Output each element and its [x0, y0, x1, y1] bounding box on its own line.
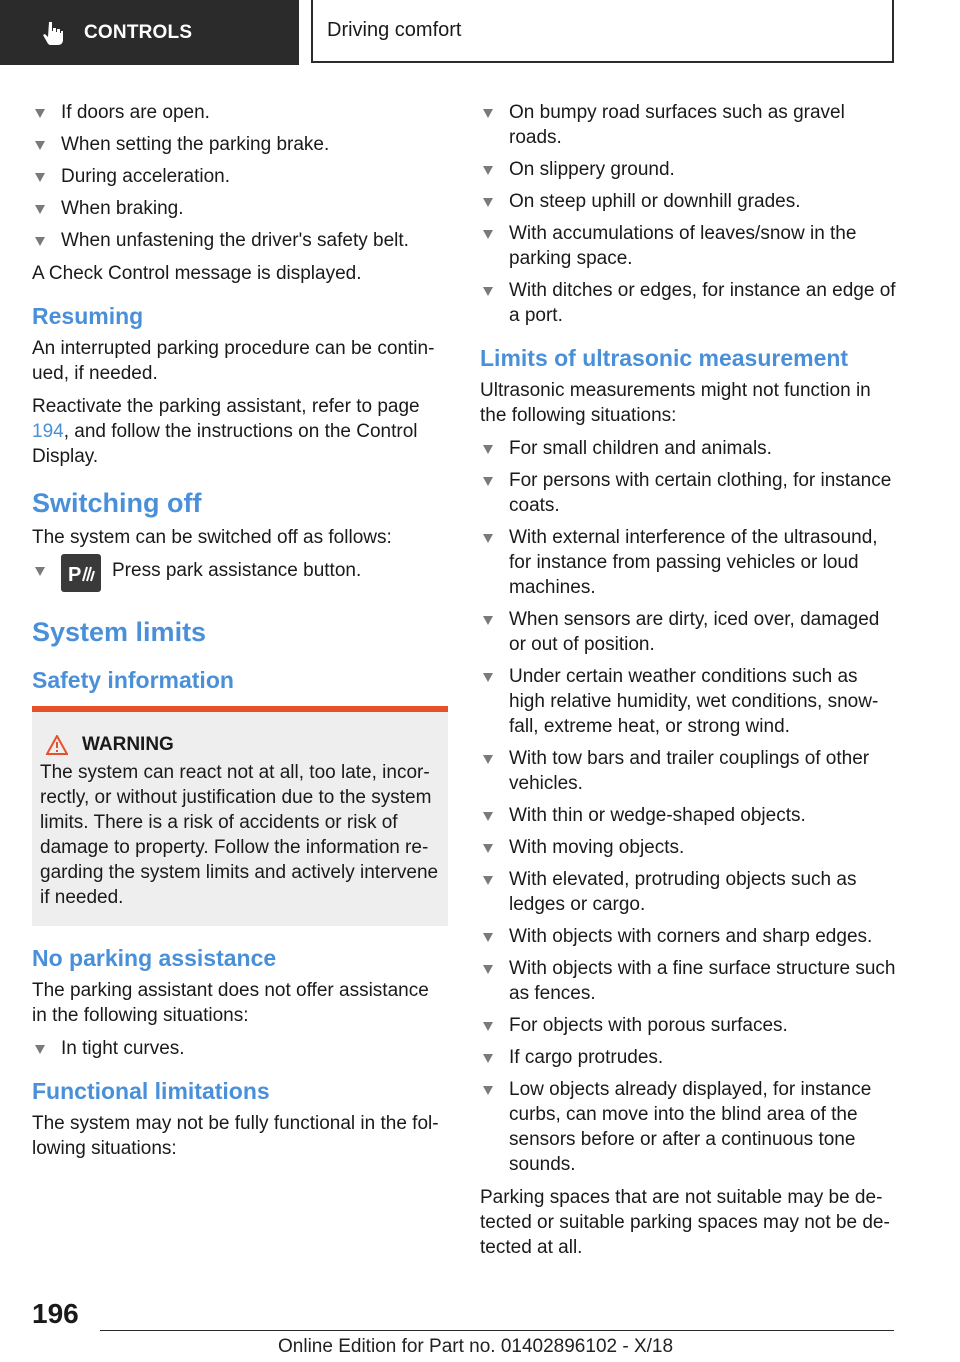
left-column: [32, 100, 448, 1169]
list-item: With ditches or edges, for instance an edge of a port.: [480, 278, 896, 328]
list-item: [32, 558, 448, 592]
bullet-triangle-icon: [35, 237, 45, 246]
ultrasonic-bullet-list: [480, 436, 896, 1177]
functional-paragraph: The system may not be fully functional in the fol-lowing situations:: [32, 1113, 439, 1159]
bullet-triangle-icon: [483, 477, 493, 486]
bullet-triangle-icon: [483, 1022, 493, 1031]
resuming-paragraph-1: An interrupted parking procedure can be contin-ued, if needed.: [32, 338, 435, 384]
list-item: With moving objects.: [480, 835, 896, 860]
left-top-bullet-list: [32, 100, 448, 253]
list-item: For persons with certain clothing, for instance coats.: [480, 468, 896, 518]
bullet-triangle-icon: [483, 445, 493, 454]
switching-off-paragraph: The system can be switched off as follows:: [32, 527, 392, 548]
list-item: With objects with corners and sharp edges.: [480, 924, 896, 949]
header-section-tab: [0, 0, 299, 65]
list-item: With thin or wedge-shaped objects.: [480, 803, 896, 828]
resuming-paragraph-2: Reactivate the parking assistant, refer to page 194, and follow the instructions on the Control Display.: [32, 396, 420, 467]
switching-off-list: [32, 558, 448, 592]
bullet-triangle-icon: [483, 166, 493, 175]
park-assist-button-icon: [61, 554, 101, 592]
list-item: If cargo protrudes.: [480, 1045, 896, 1070]
bullet-triangle-icon: [483, 673, 493, 682]
bullet-triangle-icon: [483, 844, 493, 853]
button-instruction-text: Press park assistance button.: [112, 560, 362, 581]
ultrasonic-paragraph: Ultrasonic measurements might not function in the following situations:: [480, 380, 871, 426]
list-item: When setting the parking brake.: [32, 132, 448, 157]
bullet-triangle-icon: [483, 230, 493, 239]
list-item: When unfastening the driver's safety belt.: [32, 228, 448, 253]
header-chapter-box: [311, 0, 894, 63]
list-item: For objects with porous surfaces.: [480, 1013, 896, 1038]
bullet-triangle-icon: [483, 287, 493, 296]
bullet-triangle-icon: [483, 616, 493, 625]
list-item: With external interference of the ultrasound, for instance from passing vehicles or loud machines.: [480, 525, 896, 600]
bullet-triangle-icon: [35, 567, 45, 576]
bullet-triangle-icon: [35, 173, 45, 182]
bullet-triangle-icon: [35, 109, 45, 118]
safety-information-heading: Safety information: [32, 667, 234, 693]
bullet-triangle-icon: [483, 965, 493, 974]
list-item: With objects with a fine surface structure such as fences.: [480, 956, 896, 1006]
bullet-triangle-icon: [483, 1086, 493, 1095]
list-item: If doors are open.: [32, 100, 448, 125]
list-item: Under certain weather conditions such as high relative humidity, wet conditions, snow-fall, extreme heat, or strong wind.: [480, 664, 896, 739]
page-number: 196: [32, 1298, 79, 1329]
bullet-triangle-icon: [483, 198, 493, 207]
page-reference-link[interactable]: 194: [32, 421, 64, 442]
list-item: Low objects already displayed, for instance curbs, can move into the blind area of the sensors before or after a continuous tone sounds.: [480, 1077, 896, 1177]
svg-text:P: P: [68, 564, 82, 586]
list-item: When braking.: [32, 196, 448, 221]
list-item: On slippery ground.: [480, 157, 896, 182]
list-item: With tow bars and trailer couplings of other vehicles.: [480, 746, 896, 796]
system-limits-heading: System limits: [32, 617, 207, 647]
closing-paragraph: Parking spaces that are not suitable may be de-tected or suitable parking spaces may not be de-tected at all.: [480, 1187, 890, 1258]
bullet-triangle-icon: [483, 109, 493, 118]
switching-off-heading: Switching off: [32, 488, 202, 518]
list-item: With accumulations of leaves/snow in the parking space.: [480, 221, 896, 271]
bullet-triangle-icon: [35, 205, 45, 214]
functional-limitations-heading: Functional limitations: [32, 1078, 270, 1104]
ultrasonic-heading: Limits of ultrasonic measurement: [480, 345, 849, 371]
check-control-text: A Check Control message is displayed.: [32, 263, 362, 284]
list-item: For small children and animals.: [480, 436, 896, 461]
no-parking-paragraph: The parking assistant does not offer assistance in the following situations:: [32, 980, 429, 1026]
right-top-bullet-list: [480, 100, 896, 328]
list-item: During acceleration.: [32, 164, 448, 189]
list-item: With elevated, protruding objects such as ledges or cargo.: [480, 867, 896, 917]
bullet-triangle-icon: [483, 534, 493, 543]
warning-title: WARNING: [82, 734, 174, 755]
resuming-heading: Resuming: [32, 303, 144, 329]
hand-pointer-icon: [40, 20, 66, 46]
bullet-triangle-icon: [483, 933, 493, 942]
bullet-triangle-icon: [35, 1045, 45, 1054]
bullet-triangle-icon: [483, 812, 493, 821]
warning-box: [32, 706, 448, 926]
right-column: [480, 100, 896, 1268]
bullet-triangle-icon: [483, 755, 493, 764]
bullet-triangle-icon: [483, 1054, 493, 1063]
no-parking-assistance-heading: No parking assistance: [32, 945, 277, 971]
list-item: When sensors are dirty, iced over, damaged or out of position.: [480, 607, 896, 657]
warning-triangle-icon: [46, 735, 68, 755]
warning-text: The system can react not at all, too late, incor-rectly, or without justification due to the system limits. There is a risk of accidents or risk of damage to property. Follow the information re-garding the system limits and actively intervene if needed.: [40, 762, 439, 908]
footer-edition-text: Online Edition for Part no. 01402896102 - X/18: [278, 1336, 674, 1357]
bullet-triangle-icon: [35, 141, 45, 150]
list-item: On bumpy road surfaces such as gravel roads.: [480, 100, 896, 150]
no-parking-list: [32, 1036, 448, 1061]
list-item: On steep uphill or downhill grades.: [480, 189, 896, 214]
bullet-triangle-icon: [483, 876, 493, 885]
header-section-label: CONTROLS: [84, 21, 193, 43]
header-chapter-title: Driving comfort: [327, 19, 462, 41]
footer-divider: [100, 1330, 894, 1331]
list-item: In tight curves.: [32, 1036, 448, 1061]
